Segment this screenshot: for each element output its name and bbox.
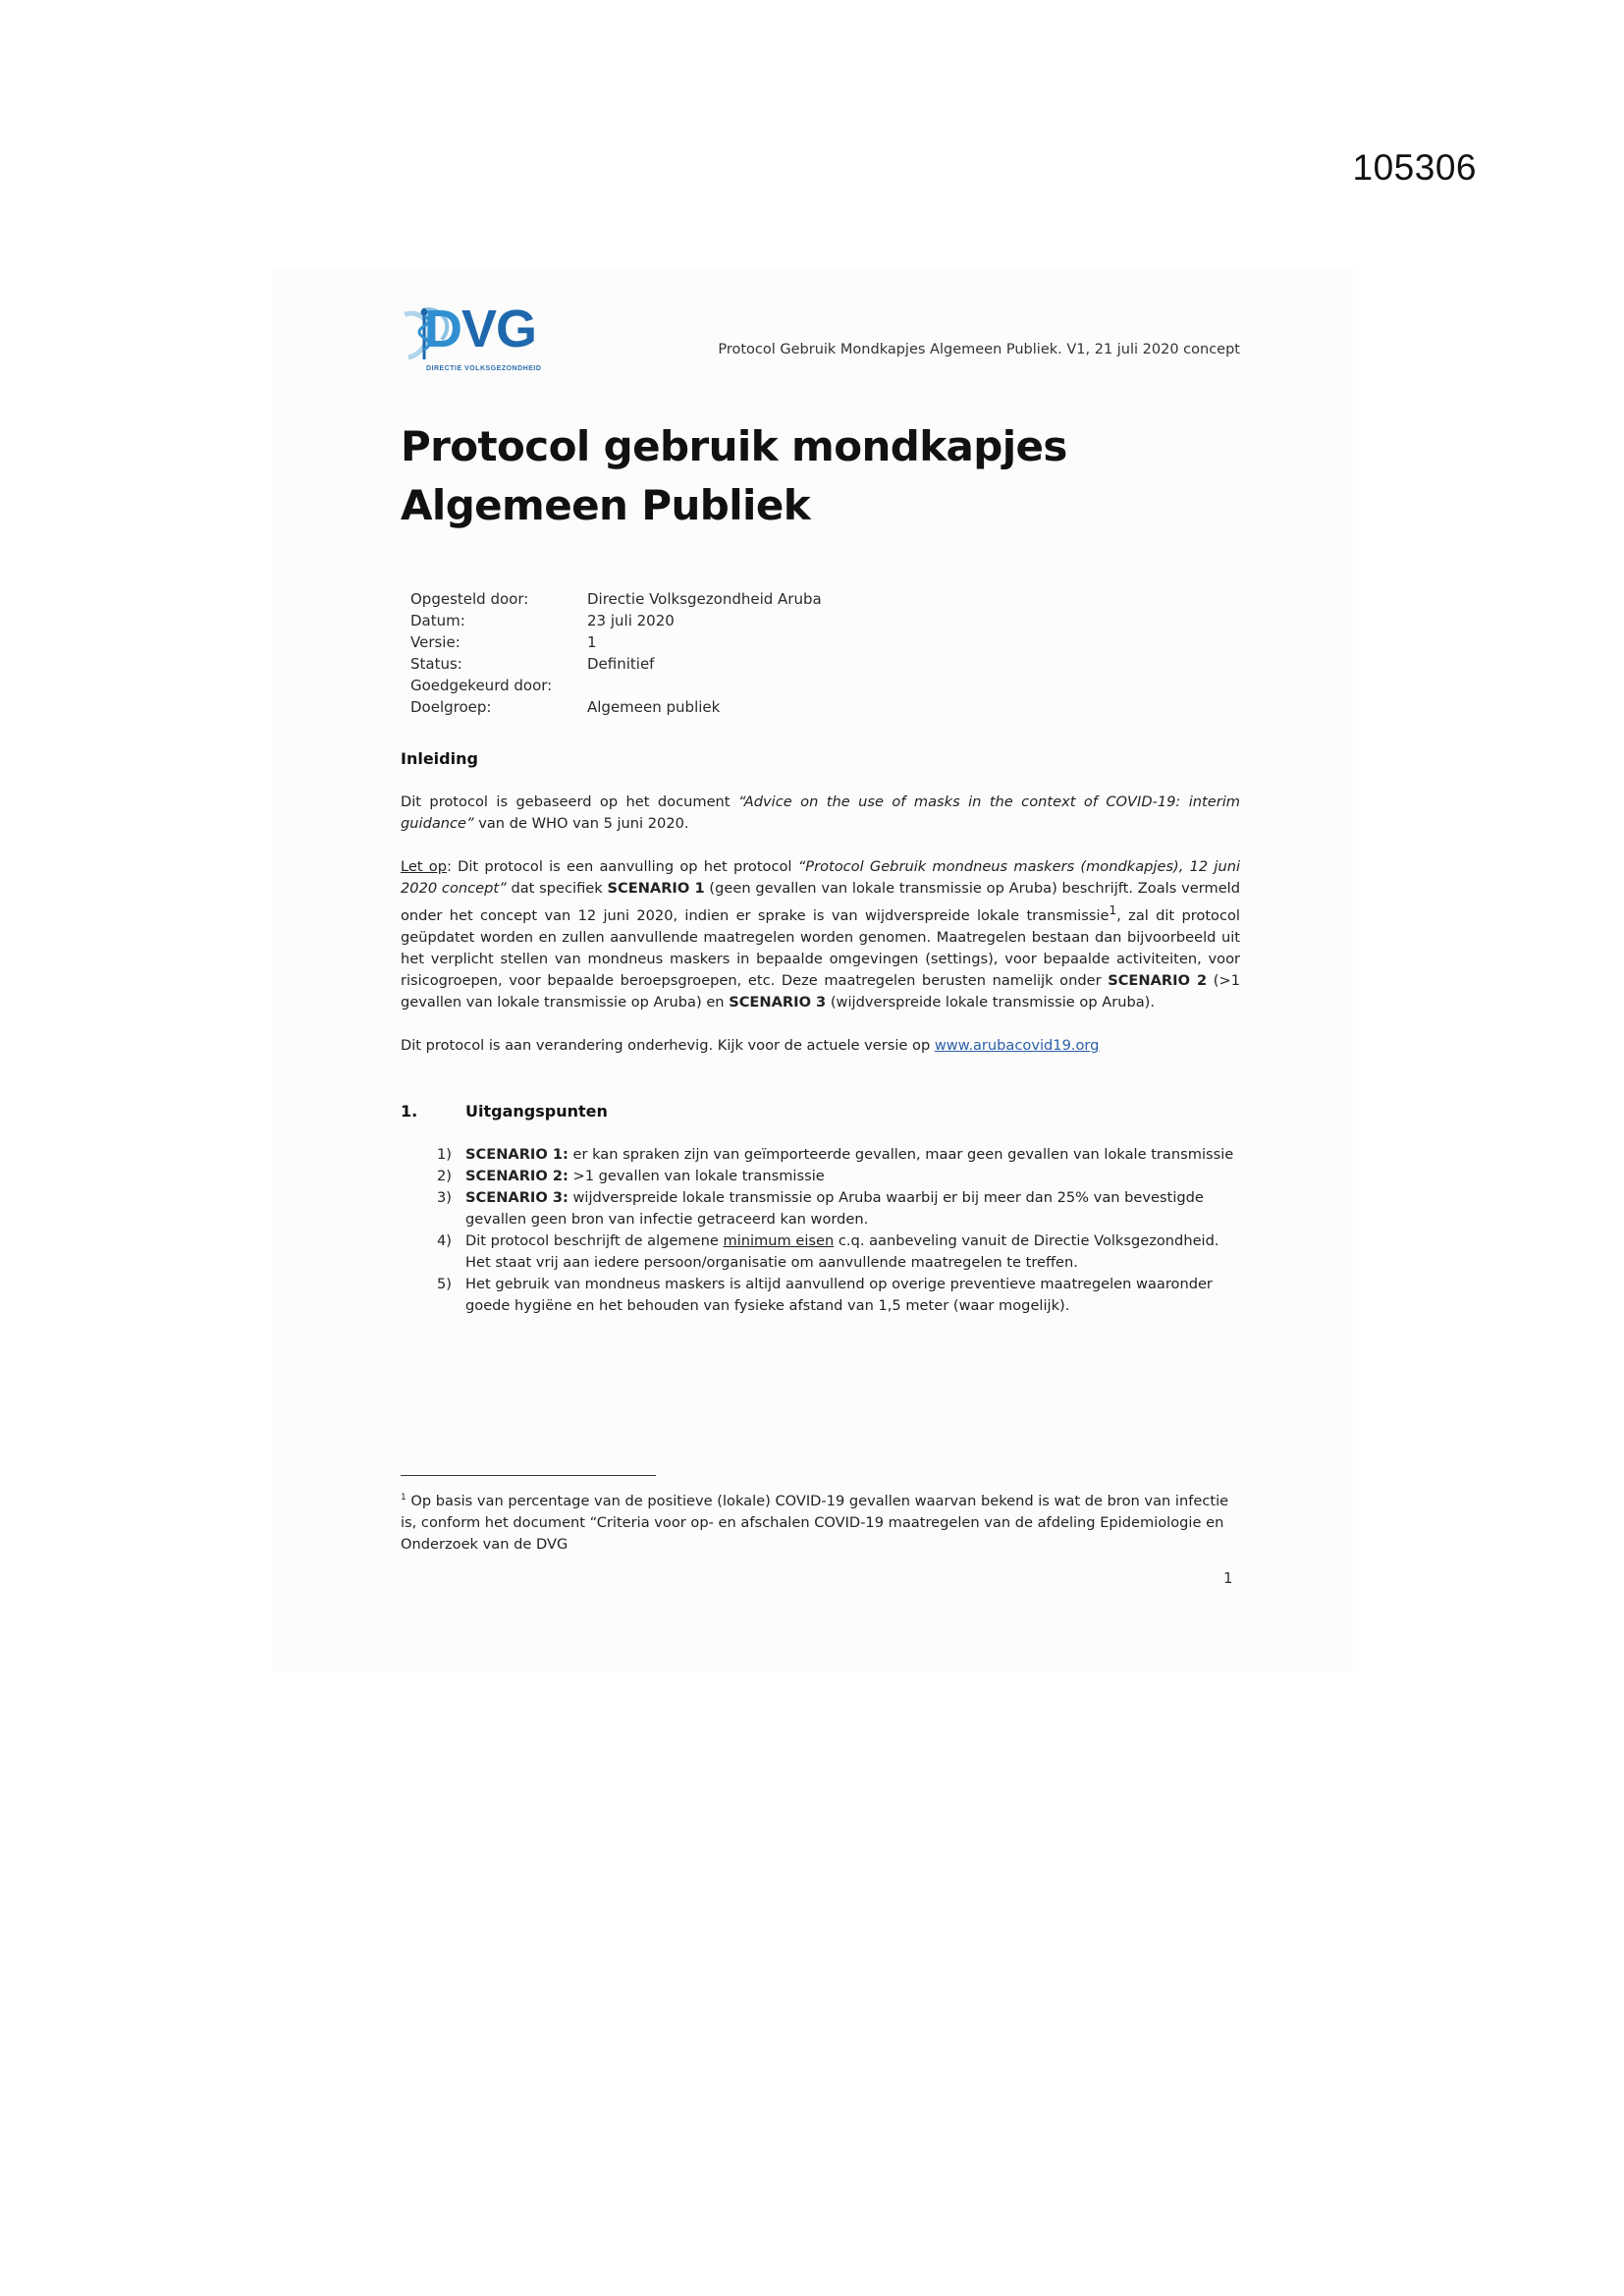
text-run: (geen gevallen van lokale transmissie op Aruba) beschrijft. Zoals vermeld onder het concept van 12 juni 2020, indien er sprake is van wijdverspreide lokale transmissie [401,880,1240,924]
section-1-heading [401,1102,1240,1121]
footnote [401,1487,1240,1556]
logo-subtitle: DIRECTIE VOLKSGEZONDHEID [426,365,542,372]
metadata-value: Algemeen publiek [587,698,721,716]
running-header: Protocol Gebruik Mondkapjes Algemeen Publiek. V1, 21 juli 2020 concept [718,342,1240,357]
document-content [401,300,1241,1317]
intro-paragraph-1 [401,792,1240,835]
list-text [465,1230,1240,1274]
footnote-text: Op basis van percentage van de positieve (lokale) COVID-19 gevallen waarvan bekend is wat de bron van infectie is, conform het document “Criteria voor op- en afschalen COVID-19 maatregelen van de afdeling Epidemiologie en Onderzoek van de DVG [401,1492,1229,1553]
page-header [401,300,1240,378]
list-item [401,1166,1240,1187]
title-line-1: Protocol gebruik mondkapjes [401,422,1067,470]
text-run: Dit protocol is aan verandering onderhevig. Kijk voor de actuele versie op [401,1036,935,1054]
metadata-key: Goedgekeurd door: [410,677,553,694]
scenario-label: SCENARIO 3: [465,1188,568,1206]
text-run: er kan spraken zijn van geïmporteerde gevallen, maar geen gevallen van lokale transmissie [568,1145,1234,1163]
list-number: 5) [437,1275,452,1292]
intro-paragraph-3 [401,1035,1240,1057]
document-title [401,417,1240,535]
metadata-value: Directie Volksgezondheid Aruba [587,590,822,608]
list-number: 1) [437,1145,452,1163]
metadata-key: Versie: [410,633,460,651]
list-text [465,1187,1240,1230]
footnote-mark: 1 [401,1493,406,1503]
logo-wordmark [424,299,536,359]
intro-heading: Inleiding [401,749,478,768]
metadata-key: Datum: [410,612,465,629]
list-item [401,1274,1240,1317]
principles-list [401,1144,1240,1317]
text-run: : Dit protocol is een aanvulling op het protocol [447,858,798,875]
scenario-label: SCENARIO 1: [465,1145,568,1163]
metadata-key: Opgesteld door: [410,590,529,608]
metadata-table [410,590,822,720]
list-item [401,1230,1240,1274]
metadata-row [410,633,822,655]
note-label: Let op [401,858,447,875]
metadata-key: Doelgroep: [410,698,492,716]
list-text: Het gebruik van mondneus maskers is altijd aanvullend op overige preventieve maatregelen waaronder goede hygiëne en het behouden van fysieke afstand van 1,5 meter (waar mogelijk). [465,1275,1213,1314]
metadata-row [410,677,822,698]
scenario-2-label: SCENARIO 2 [1108,971,1208,989]
footnote-ref[interactable]: 1 [1109,903,1117,917]
text-run: c.q. aanbeveling vanuit de Directie Volksgezondheid. Het staat vrij aan iedere persoon/organisatie om aanvullende maatregelen te treffen. [465,1231,1219,1271]
metadata-key: Status: [410,655,462,673]
text-run: van de WHO van 5 juni 2020. [473,815,689,832]
metadata-value [587,677,822,698]
footnote-separator [401,1475,656,1476]
text-run: , zal dit protocol geüpdatet worden en zullen aanvullende maatregelen worden genomen. Maatregelen bestaan dan bijvoorbeeld uit het verplicht stellen van mondneus maskers in bepaalde omgevingen (settings), voor bepaalde activiteiten, voor risicogroepen, voor bepaalde beroepsgroepen, etc. Deze maatregelen berusten namelijk onder [401,906,1240,989]
list-item [401,1144,1240,1166]
list-number: 2) [437,1167,452,1184]
text-run: wijdverspreide lokale transmissie op Aruba waarbij er bij meer dan 25% van bevestigde gevallen geen bron van infectie getraceerd kan worden. [465,1188,1204,1228]
metadata-value: 1 [587,633,597,651]
metadata-row [410,655,822,677]
list-item [401,1187,1240,1230]
section-number: 1. [401,1101,418,1121]
website-link[interactable]: www.arubacovid19.org [934,1036,1100,1054]
logo-letter-d: D [424,300,461,358]
metadata-value: 23 juli 2020 [587,612,675,629]
text-run: (>1 gevallen van lokale transmissie op Aruba) en [401,971,1240,1011]
list-text [465,1144,1240,1166]
cited-document: “Advice on the use of masks in the context of COVID-19: interim guidance” [401,793,1241,832]
emphasis-underline: minimum eisen [723,1231,835,1249]
list-number: 4) [437,1231,452,1249]
dvg-logo [401,300,558,378]
scenario-label: SCENARIO 2: [465,1167,568,1184]
text-run: Dit protocol is gebaseerd op het document [401,793,738,810]
text-run: Dit protocol beschrijft de algemene [465,1231,724,1249]
metadata-row [410,612,822,633]
cited-protocol: “Protocol Gebruik mondneus maskers (mondkapjes), 12 juni 2020 concept” [401,858,1241,897]
text-run: >1 gevallen van lokale transmissie [568,1167,825,1184]
metadata-value: Definitief [587,655,655,673]
title-line-2: Algemeen Publiek [401,481,811,529]
list-text [465,1166,1240,1187]
section-title: Uitgangspunten [465,1101,608,1121]
metadata-row [410,698,822,720]
scenario-3-label: SCENARIO 3 [729,993,827,1011]
metadata-row [410,590,822,612]
intro-paragraph-2 [401,856,1240,1013]
scenario-1-label: SCENARIO 1 [607,880,705,897]
text-run: dat specifiek [506,880,608,897]
list-number: 3) [437,1188,452,1206]
document-number: 105306 [1352,147,1477,188]
page-number: 1 [1223,1569,1233,1587]
logo-letters-vg: VG [461,300,537,358]
text-run: (wijdverspreide lokale transmissie op Aruba). [826,993,1155,1011]
